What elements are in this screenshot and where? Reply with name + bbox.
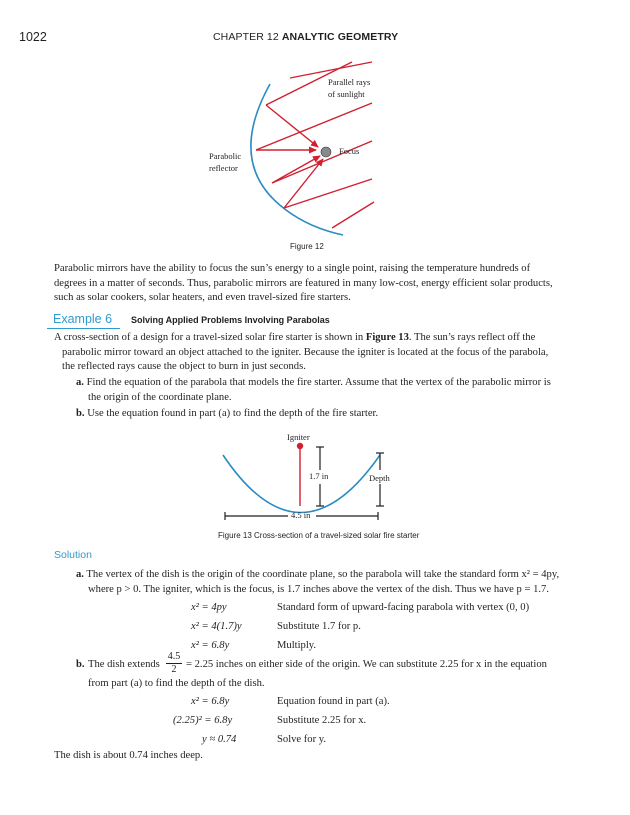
solution-label: Solution bbox=[54, 549, 92, 561]
width-label: 4.5 in bbox=[291, 510, 311, 520]
step-row bbox=[0, 601, 630, 620]
example-label: Example 6 bbox=[53, 312, 113, 326]
step-note: Multiply. bbox=[277, 640, 317, 651]
example-part-a bbox=[76, 376, 576, 405]
part-b-letter: b. bbox=[76, 408, 85, 419]
step-note: Substitute 1.7 for p. bbox=[277, 621, 361, 632]
solution-a-line2: where p > 0. The igniter, which is the focus, is 1.7 inches above the vertex of the dish. Thus we have p = 1.7. bbox=[88, 583, 549, 595]
step-equation: x² = 6.8y bbox=[191, 696, 230, 707]
chapter-prefix: CHAPTER 12 bbox=[213, 31, 279, 43]
solution-b-letter: b. bbox=[76, 659, 85, 670]
figure-13-reference: Figure 13 bbox=[365, 332, 409, 343]
solution-b-steps bbox=[0, 695, 630, 752]
step-row bbox=[0, 620, 630, 639]
statement-line1 bbox=[54, 331, 579, 346]
example-title: Solving Applied Problems Involving Parabolas bbox=[131, 315, 330, 325]
focus-label: Focus bbox=[339, 146, 360, 156]
intro-line: such as solar cookers, solar heaters, and even travel-sized fire starters. bbox=[54, 292, 351, 304]
solution-b-pre: The dish extends bbox=[88, 659, 160, 670]
statement-line3: the reflected rays cause the object to burn in just seconds. bbox=[62, 361, 306, 373]
solution-b-post: = 2.25 inches on either side of the origin. We can substitute 2.25 for x in the equation bbox=[186, 659, 547, 670]
step-equation: x² = 4(1.7)y bbox=[191, 621, 242, 632]
statement-text: A cross-section of a design for a travel-sized solar fire starter is shown in bbox=[54, 332, 366, 343]
intro-line: Parabolic mirrors have the ability to focus the sun’s energy to a single point, raising the temperature hundreds of bbox=[54, 263, 531, 274]
figure-13-caption-text: Cross-section of a travel-sized solar fire starter bbox=[254, 531, 420, 540]
rays-label bbox=[328, 76, 370, 100]
step-note: Solve for y. bbox=[277, 734, 327, 745]
rays-label-line2: of sunlight bbox=[328, 89, 365, 99]
figure-13-caption bbox=[218, 531, 419, 540]
part-a-line1: Find the equation of the parabola that models the fire starter. Assume that the vertex of the parabolic mirror is bbox=[86, 377, 551, 388]
part-b-line1: Use the equation found in part (a) to find the depth of the fire starter. bbox=[87, 408, 379, 419]
step-equation: y ≈ 0.74 bbox=[202, 734, 237, 745]
solution-a-letter: a. bbox=[76, 569, 84, 580]
solution-b-line2: from part (a) to find the depth of the dish. bbox=[88, 678, 265, 689]
conclusion: The dish is about 0.74 inches deep. bbox=[54, 750, 203, 761]
focal-length-label: 1.7 in bbox=[309, 471, 329, 481]
intro-line: degrees in a matter of seconds. Thus, parabolic mirrors are featured in many low-cost, energy efficient solar products, bbox=[54, 277, 553, 289]
step-note: Substitute 2.25 for x. bbox=[277, 715, 367, 726]
rays-label-line1: Parallel rays bbox=[328, 77, 371, 87]
chapter-title: ANALYTIC GEOMETRY bbox=[281, 31, 399, 43]
fraction bbox=[166, 651, 182, 676]
reflector-label bbox=[209, 150, 241, 174]
step-note: Standard form of upward-facing parabola with vertex (0, 0) bbox=[277, 602, 530, 613]
step-equation: x² = 6.8y bbox=[191, 640, 230, 651]
fraction-numerator: 4.5 bbox=[167, 651, 181, 662]
figure-12-caption: Figure 12 bbox=[290, 242, 324, 251]
example-underline bbox=[47, 328, 120, 329]
reflector-label-line2: reflector bbox=[209, 163, 238, 173]
fraction-denominator: 2 bbox=[171, 664, 177, 675]
solution-part-a bbox=[76, 568, 596, 597]
step-equation: x² = 4py bbox=[191, 602, 227, 613]
step-row bbox=[0, 714, 630, 733]
figure-12-diagram bbox=[0, 0, 630, 260]
depth-label: Depth bbox=[369, 473, 390, 483]
figure-13-caption-prefix: Figure 13 bbox=[218, 531, 252, 540]
part-a-line2: the origin of the coordinate plane. bbox=[88, 391, 232, 403]
example-part-b bbox=[76, 407, 576, 422]
part-a-letter: a. bbox=[76, 377, 84, 388]
page-number: 1022 bbox=[19, 30, 47, 44]
step-row bbox=[0, 695, 630, 714]
focus-point bbox=[321, 147, 331, 157]
solution-a-line1: The vertex of the dish is the origin of the coordinate plane, so the parabola will take the standard form x² = 4py, bbox=[86, 569, 560, 580]
step-note: Equation found in part (a). bbox=[277, 696, 390, 707]
statement-line2: parabolic mirror toward an object attached to the igniter. Because the igniter is located at the focus of the parabola, bbox=[62, 346, 549, 358]
reflector-label-line1: Parabolic bbox=[209, 151, 242, 161]
intro-paragraph bbox=[54, 262, 574, 306]
step-equation: (2.25)² = 6.8y bbox=[173, 715, 233, 726]
solution-a-steps bbox=[0, 601, 630, 658]
statement-text: . The sun’s rays reflect off the bbox=[408, 332, 536, 343]
dish-curve bbox=[223, 455, 380, 513]
igniter-dot bbox=[297, 443, 303, 449]
igniter-label: Igniter bbox=[287, 432, 310, 442]
example-statement bbox=[54, 331, 579, 375]
